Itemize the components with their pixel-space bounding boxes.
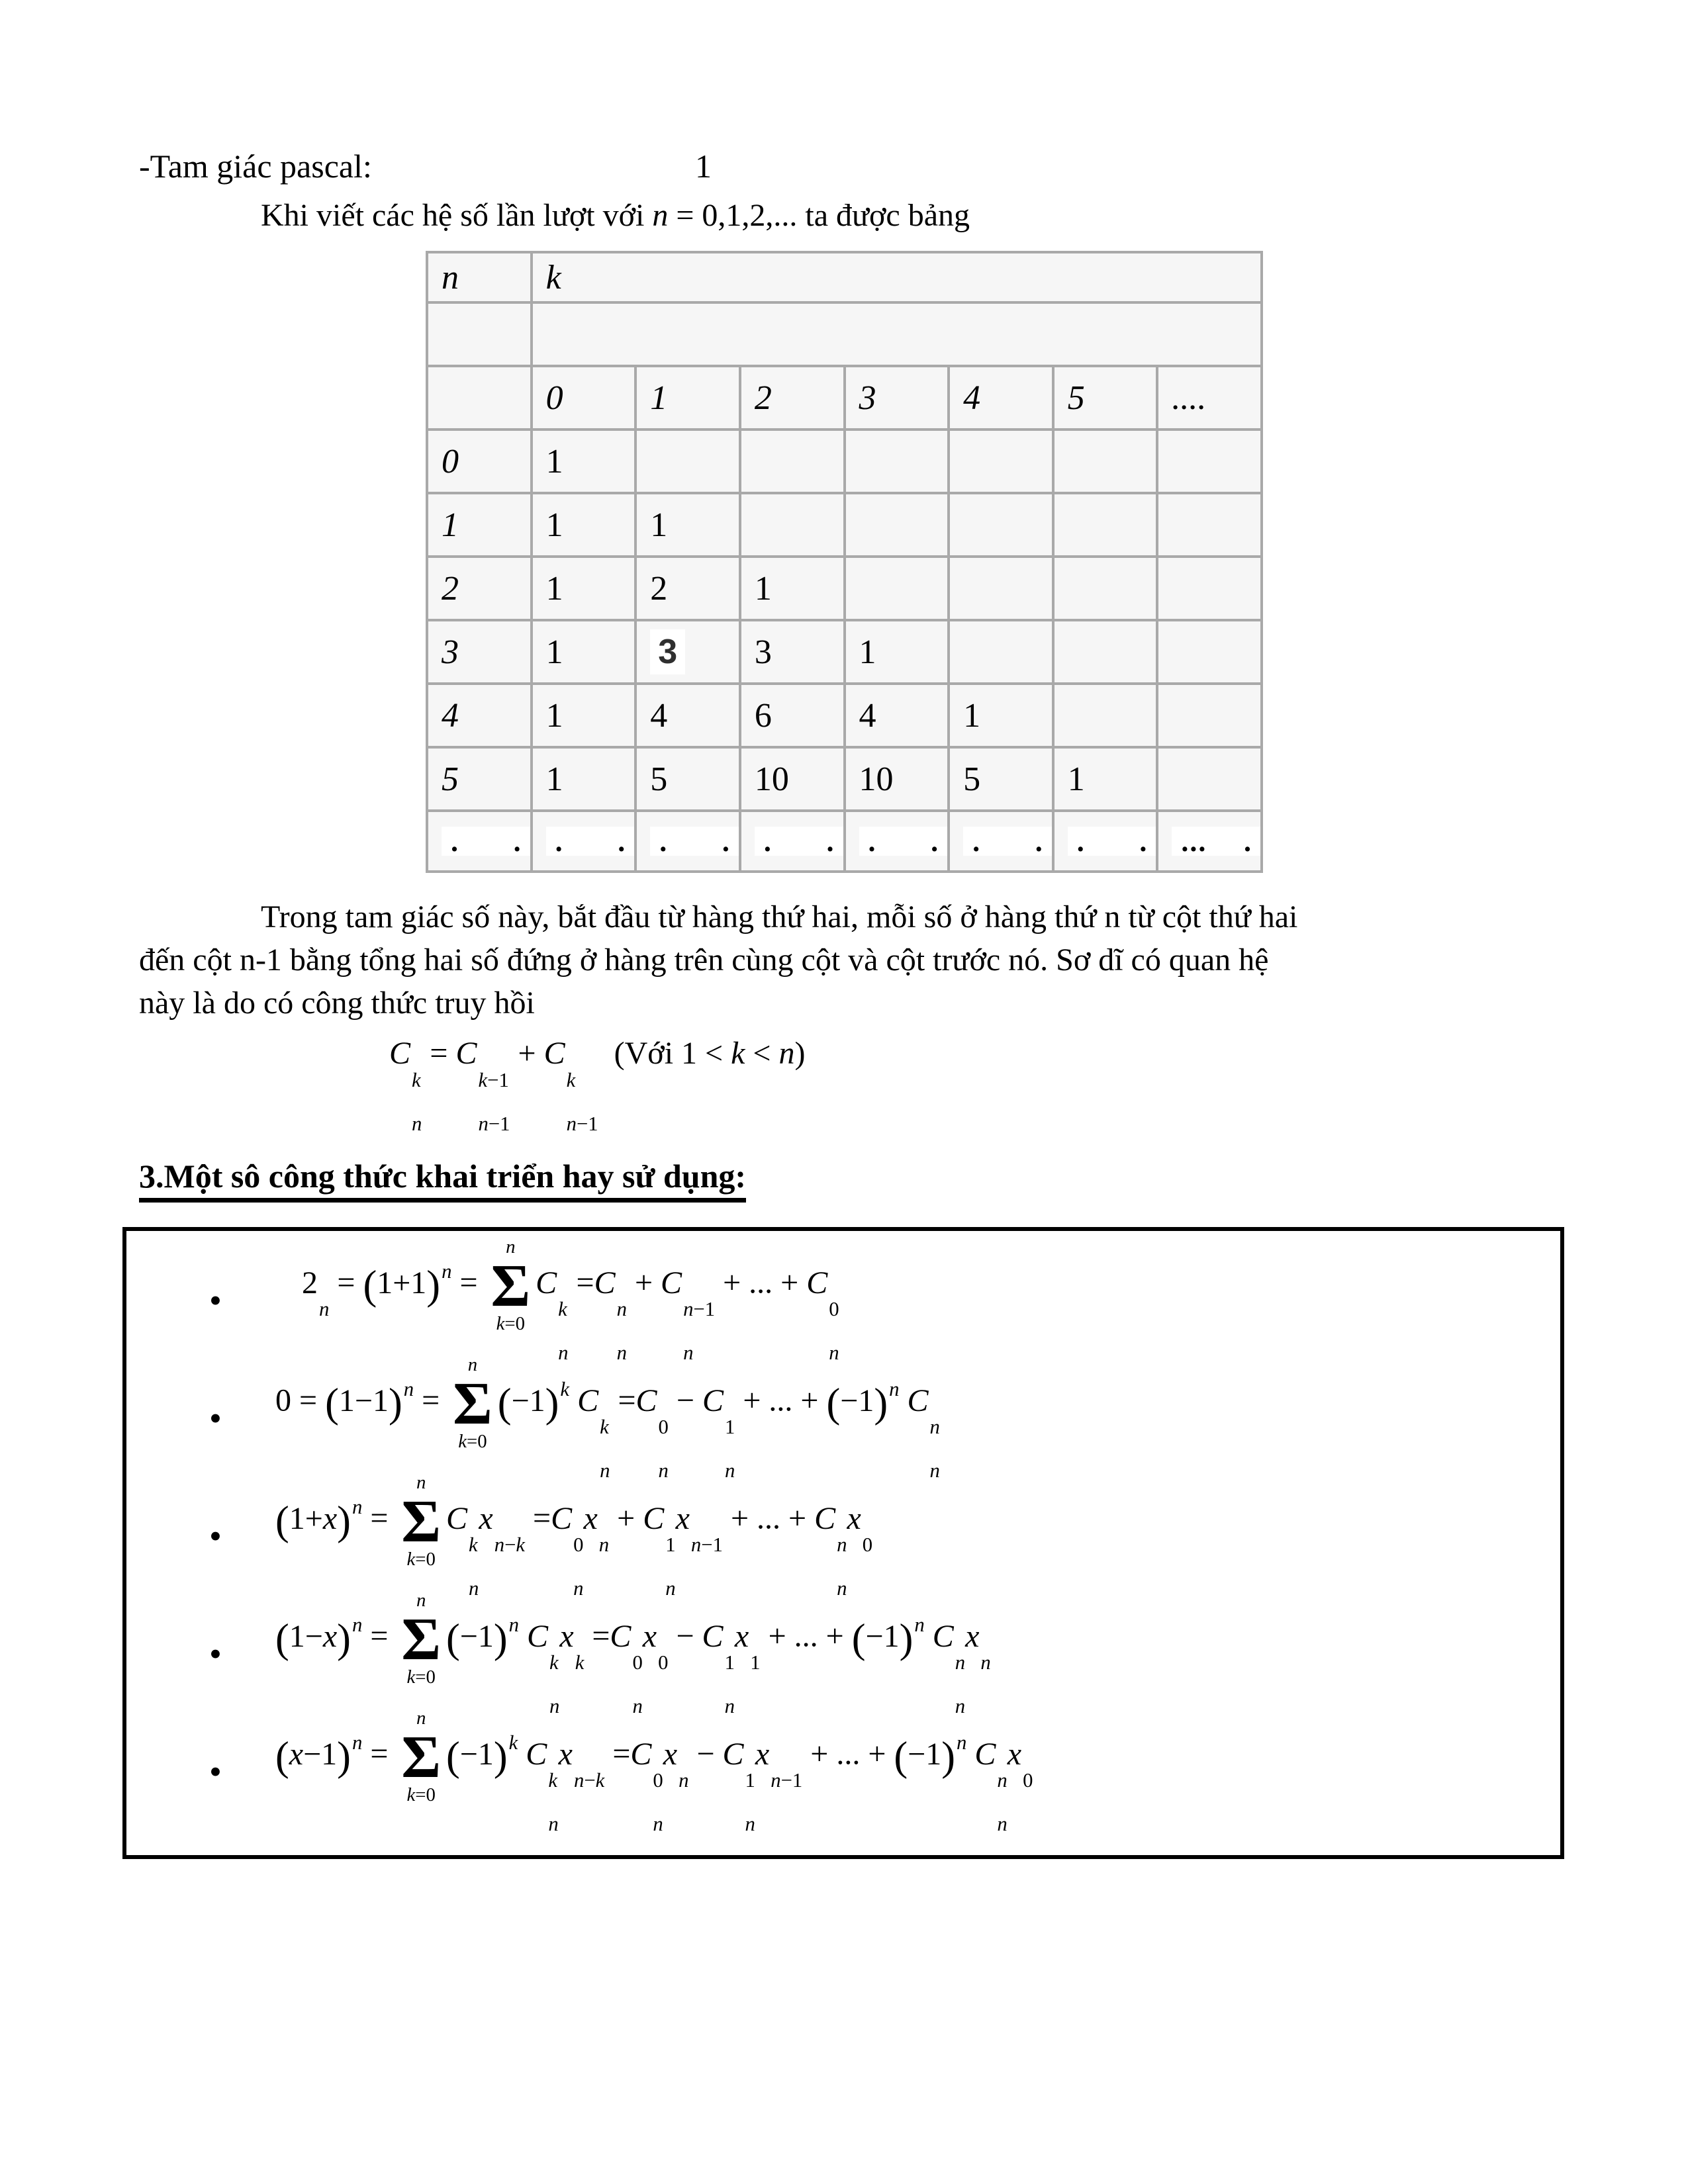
special-upright-3: 3 xyxy=(650,629,685,674)
formula-bullet-row xyxy=(126,1707,1560,1836)
table-cell xyxy=(1157,811,1262,872)
table-cell xyxy=(1157,747,1262,811)
formula-box xyxy=(122,1227,1564,1859)
math-scripted-term: C 1 n xyxy=(722,1736,755,1836)
formula-bullet-row xyxy=(126,1236,1560,1365)
table-cell xyxy=(1157,557,1262,620)
math-scripted-term: C n n xyxy=(932,1618,966,1718)
dots-strip: ... . xyxy=(1172,827,1260,856)
math-scripted-term: C 0 n xyxy=(806,1265,839,1365)
math-paren-group: $(x-1)^n$ xyxy=(275,1731,363,1780)
math-scripted-term: C 1 n xyxy=(702,1383,735,1482)
pascal-apex-value: 1 xyxy=(695,148,712,185)
summation-symbol: n Σ k=0 xyxy=(491,1236,531,1334)
table-cell xyxy=(949,430,1053,493)
table-cell xyxy=(1053,493,1158,557)
math-scripted-term: C 0 n xyxy=(551,1500,584,1600)
math-paren-group: $(1-x)^n$ xyxy=(275,1613,363,1662)
table-cell xyxy=(1157,493,1262,557)
math-scripted-term: x n xyxy=(583,1500,610,1557)
paragraph-line: đến cột n-1 bằng tổng hai số đứng ở hàng trên cùng cột và cột trước nó. Sơ dĩ có quan hệ xyxy=(139,942,1269,978)
math-paren-group: $(-1)^n$ xyxy=(851,1613,925,1662)
table-cell xyxy=(635,811,740,872)
summation-symbol: n Σ k=0 xyxy=(401,1707,442,1805)
math-paren-group: $(-1)^n$ xyxy=(826,1377,900,1426)
table-cell xyxy=(532,811,636,872)
table-cell: 1 xyxy=(1053,747,1158,811)
formula-bullet-row xyxy=(126,1354,1560,1482)
table-col-header: .... xyxy=(1157,366,1262,430)
math-paren-group: $(-1)^k$ xyxy=(446,1731,518,1780)
table-cell: 1 xyxy=(532,684,636,747)
summation-symbol: n Σ k=0 xyxy=(401,1472,442,1570)
math-paren-group: $(-1)^k$ xyxy=(497,1377,570,1426)
section-heading: 3.Một sô công thức khai triển hay sử dụng: xyxy=(139,1157,1556,1195)
math-scripted-term: C n n xyxy=(907,1383,940,1482)
math-scripted-term: C n n xyxy=(594,1265,627,1365)
table-cell xyxy=(740,811,845,872)
math-paren-group: $(1+x)^n$ xyxy=(275,1495,363,1544)
math-scripted-term: C 0 n xyxy=(635,1383,669,1482)
table-corner-n: n xyxy=(427,252,532,302)
table-cell xyxy=(949,493,1053,557)
table-cell: 10 xyxy=(740,747,845,811)
math-scripted-term: C n n xyxy=(974,1736,1008,1836)
math-scripted-term: C k n xyxy=(536,1265,569,1365)
bullet-icon: • xyxy=(209,1516,222,1556)
summation-symbol: n Σ k=0 xyxy=(453,1354,492,1452)
math-scripted-term: C n−1 n xyxy=(661,1265,716,1365)
table-cell xyxy=(1157,684,1262,747)
table-cell: 1 xyxy=(740,557,845,620)
formula-expression: $(x-1)^n$ = n Σ k=0 $(-1)^k$ C k n x n−k =C 0 n x n − C 1 n x n−1 + ... + $(-1)^n$ C n n x 0 xyxy=(275,1707,1033,1836)
table-cell xyxy=(1053,557,1158,620)
math-scripted-term: x 1 xyxy=(734,1618,761,1674)
table-row-label: 4 xyxy=(427,684,532,747)
table-cell: 5 xyxy=(949,747,1053,811)
math-scripted-term: C 1 n xyxy=(643,1500,676,1600)
formula-expression: $(1-x)^n$ = n Σ k=0 $(-1)^n$ C k n x k =C 0 n x 0 − C 1 n x 1 + ... + $(-1)^n$ C n n x n xyxy=(275,1590,991,1718)
math-scripted-term: x n xyxy=(965,1618,991,1674)
table-cell xyxy=(845,493,949,557)
paragraph-line: Trong tam giác số này, bắt đầu từ hàng thứ hai, mỗi số ở hàng thứ n từ cột thứ hai xyxy=(261,899,1298,934)
title-line xyxy=(139,147,1556,191)
bullet-icon: • xyxy=(209,1398,222,1438)
pascal-table xyxy=(426,251,1263,873)
math-scripted-term: C 0 n xyxy=(630,1736,663,1836)
table-cell: 5 xyxy=(635,747,740,811)
table-cell xyxy=(740,430,845,493)
table-col-header: 1 xyxy=(635,366,740,430)
table-cell xyxy=(740,493,845,557)
page-title: -Tam giác pascal: xyxy=(139,148,372,185)
table-cell: 4 xyxy=(635,684,740,747)
table-cell xyxy=(532,302,1262,366)
table-cell xyxy=(1157,620,1262,684)
table-cell xyxy=(427,811,532,872)
math-scripted-term: 2 n xyxy=(302,1265,330,1321)
table-cell: 1 xyxy=(635,493,740,557)
table-cell: 2 xyxy=(635,557,740,620)
table-col-header: 2 xyxy=(740,366,845,430)
table-cell: 1 xyxy=(532,493,636,557)
table-cell xyxy=(1053,811,1158,872)
table-cell xyxy=(949,620,1053,684)
paragraph-line: này là do có công thức truy hồi xyxy=(139,985,535,1021)
math-scripted-term: x k xyxy=(559,1618,585,1674)
table-cell xyxy=(427,302,532,366)
table-cell: 1 xyxy=(532,620,636,684)
math-scripted-term: x 0 xyxy=(642,1618,669,1674)
table-corner-k: k xyxy=(532,252,1262,302)
math-scripted-term: x n xyxy=(663,1736,689,1792)
table-cell: 6 xyxy=(740,684,845,747)
math-scripted-term: C k n xyxy=(526,1736,559,1836)
table-cell: 3 xyxy=(740,620,845,684)
table-row-label: 2 xyxy=(427,557,532,620)
table-cell: 10 xyxy=(845,747,949,811)
table-cell xyxy=(845,811,949,872)
dots-strip: . . xyxy=(755,827,843,856)
table-cell: 1 xyxy=(532,557,636,620)
math-paren-group: $(-1)^n$ xyxy=(894,1731,967,1780)
math-scripted-term: x 0 xyxy=(1007,1736,1033,1792)
math-scripted-term: C k n xyxy=(389,1036,422,1135)
table-cell xyxy=(949,811,1053,872)
recursion-formula: C k n = C k−1 n−1 + C k n−1 (Với 1 < k < n) xyxy=(389,1036,806,1135)
formula-expression: 2 n = $(1+1)^n$ = n Σ k=0 C k n =C n n + C n−1 n + ... + C 0 n xyxy=(302,1236,839,1365)
table-row-label: 0 xyxy=(427,430,532,493)
math-scripted-term: C k n−1 xyxy=(543,1036,598,1135)
table-cell xyxy=(635,430,740,493)
bullet-icon: • xyxy=(209,1280,222,1320)
table-col-header: 0 xyxy=(532,366,636,430)
table-cell xyxy=(1157,430,1262,493)
math-paren-group: $(1+1)^n$ xyxy=(363,1259,452,1308)
table-cell: 1 xyxy=(845,620,949,684)
formula-expression: $(1+x)^n$ = n Σ k=0 C k n x n−k =C 0 n x n + C 1 n x n−1 + ... + C n n x 0 xyxy=(275,1472,873,1600)
table-col-header: 5 xyxy=(1053,366,1158,430)
math-paren-group: $(1-1)^n$ xyxy=(325,1377,414,1426)
table-cell xyxy=(427,366,532,430)
dots-strip: . . xyxy=(442,827,530,856)
bullet-icon: • xyxy=(209,1633,222,1674)
table-cell xyxy=(1053,430,1158,493)
math-scripted-term: x n−1 xyxy=(675,1500,723,1557)
table-col-header: 3 xyxy=(845,366,949,430)
math-scripted-term: C k n xyxy=(577,1383,610,1482)
table-col-header: 4 xyxy=(949,366,1053,430)
body-paragraph xyxy=(139,895,1562,1024)
math-scripted-term: C n n xyxy=(814,1500,847,1600)
dots-strip: . . xyxy=(1068,827,1156,856)
math-scripted-term: x n−k xyxy=(479,1500,526,1557)
table-cell xyxy=(845,557,949,620)
bullet-icon: • xyxy=(209,1751,222,1792)
math-scripted-term: C k n xyxy=(527,1618,560,1718)
formula-bullet-row xyxy=(126,1472,1560,1600)
table-cell: 1 xyxy=(949,684,1053,747)
table-cell xyxy=(845,430,949,493)
formula-bullet-row xyxy=(126,1590,1560,1718)
dots-strip: . . xyxy=(963,827,1052,856)
math-scripted-term: C 1 n xyxy=(702,1618,735,1718)
table-cell xyxy=(1053,620,1158,684)
formula-expression: $0 = (1-1)^n$ = n Σ k=0 $(-1)^k$ C k n =C 0 n − C 1 n + ... + $(-1)^n$ C n n xyxy=(275,1354,940,1482)
table-row-label: 3 xyxy=(427,620,532,684)
table-row-label: 5 xyxy=(427,747,532,811)
table-cell xyxy=(1053,684,1158,747)
math-scripted-term: C k−1 n−1 xyxy=(455,1036,510,1135)
table-cell: 1 xyxy=(532,430,636,493)
table-cell: 1 xyxy=(532,747,636,811)
math-scripted-term: x n−k xyxy=(558,1736,605,1792)
math-scripted-term: C 0 n xyxy=(610,1618,643,1718)
table-cell: 4 xyxy=(845,684,949,747)
table-cell xyxy=(635,620,740,684)
math-scripted-term: x n−1 xyxy=(755,1736,803,1792)
dots-strip: . . xyxy=(546,827,635,856)
math-paren-group: $(-1)^n$ xyxy=(446,1613,520,1662)
dots-strip: . . xyxy=(650,827,739,856)
table-cell xyxy=(949,557,1053,620)
table-row-label: 1 xyxy=(427,493,532,557)
math-scripted-term: C k n xyxy=(446,1500,479,1600)
math-scripted-term: x 0 xyxy=(847,1500,873,1557)
intro-sentence: Khi viết các hệ số lần lượt với n = 0,1,2,... ta được bảng xyxy=(261,198,970,233)
summation-symbol: n Σ k=0 xyxy=(401,1590,442,1688)
dots-strip: . . xyxy=(859,827,948,856)
